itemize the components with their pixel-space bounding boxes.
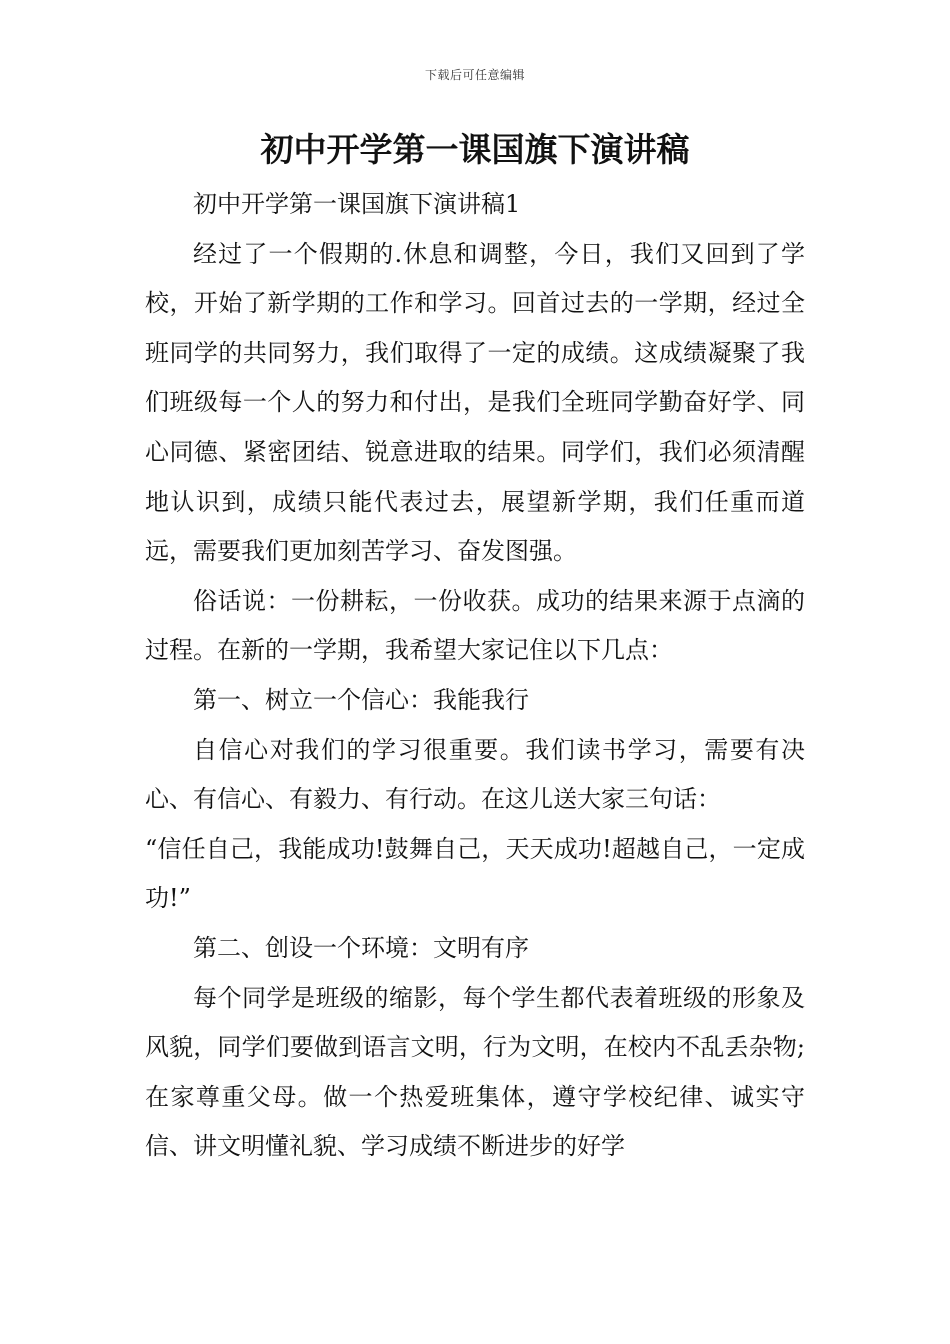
paragraph: 俗话说：一份耕耘，一份收获。成功的结果来源于点滴的过程。在新的一学期，我希望大家记住以下几点： <box>145 586 805 665</box>
quote-paragraph: “信任自己，我能成功!鼓舞自己，天天成功!超越自己，一定成功!” <box>145 834 805 913</box>
document-body <box>145 180 805 1172</box>
paragraph: 经过了一个假期的.休息和调整，今日，我们又回到了学校，开始了新学期的工作和学习。回首过去的一学期，经过全班同学的共同努力，我们取得了一定的成绩。这成绩凝聚了我们班级每一个人的努力和付出，是我们全班同学勤奋好学、同心同德、紧密团结、锐意进取的结果。同学们，我们必须清醒地认识到，成绩只能代表过去，展望新学期，我们任重而道远，需要我们更加刻苦学习、奋发图强。 <box>145 239 805 566</box>
paragraph: 每个同学是班级的缩影，每个学生都代表着班级的形象及风貌，同学们要做到语言文明，行为文明，在校内不乱丢杂物;在家尊重父母。做一个热爱班集体，遵守学校纪律、诚实守信、讲文明懂礼貌、学习成绩不断进步的好学 <box>145 983 805 1161</box>
document-title: 初中开学第一课国旗下演讲稿 <box>260 130 690 169</box>
point-heading: 第二、创设一个环境：文明有序 <box>193 933 529 962</box>
paragraph: 自信心对我们的学习很重要。我们读书学习，需要有决心、有信心、有毅力、有行动。在这儿送大家三句话： <box>145 735 805 814</box>
point-heading: 第一、树立一个信心：我能我行 <box>193 685 529 714</box>
header-note: 下载后可任意编辑 <box>424 68 525 82</box>
section-heading: 初中开学第一课国旗下演讲稿1 <box>193 190 521 218</box>
